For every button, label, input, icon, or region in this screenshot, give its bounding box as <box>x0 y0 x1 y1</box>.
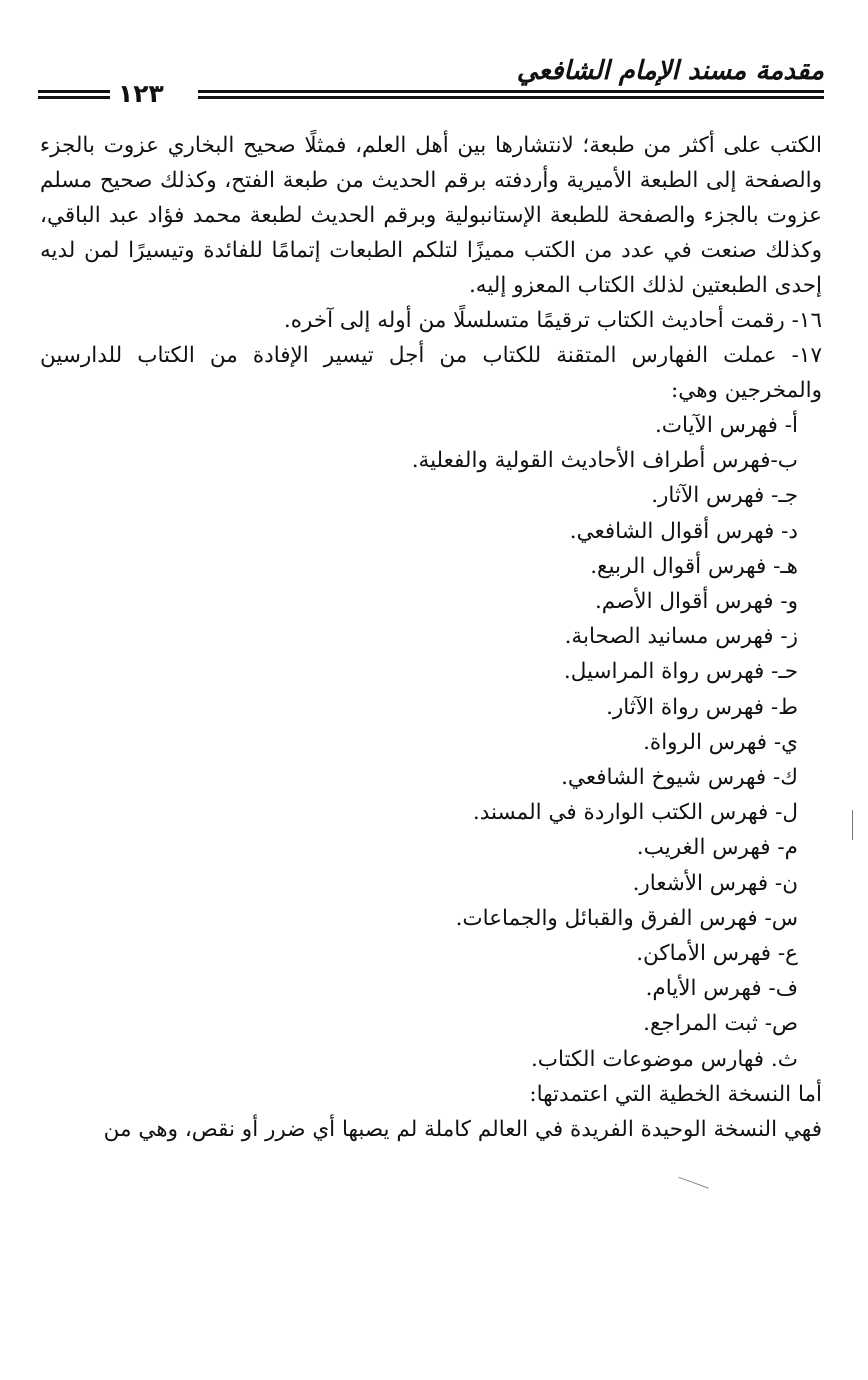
index-list-item: ل- فهرس الكتب الواردة في المسند. <box>472 800 798 826</box>
index-list-item: ف- فهرس الأيام. <box>645 976 798 1002</box>
index-list-item: ع- فهرس الأماكن. <box>636 941 798 967</box>
index-list-item: ث. فهارس موضوعات الكتاب. <box>530 1046 798 1072</box>
index-list-item: ز- فهرس مسانيد الصحابة. <box>564 624 798 650</box>
numbered-item-17: ١٧- عملت الفهارس المتقنة للكتاب من أجل تيسير الإفادة من الكتاب للدارسين والمخرجين وهي: <box>40 343 822 403</box>
manuscript-line: فهي النسخة الوحيدة الفريدة في العالم كاملة لم يصبها أي ضرر أو نقص، وهي من <box>103 1116 822 1142</box>
header-rule-left-top <box>38 90 110 93</box>
index-list-item: ب-فهرس أطراف الأحاديث القولية والفعلية. <box>411 448 798 474</box>
index-list-item: و- فهرس أقوال الأصم. <box>594 589 798 615</box>
scan-edge-mark <box>852 810 853 840</box>
index-list-item: ن- فهرس الأشعار. <box>632 870 798 896</box>
index-list-item: ص- ثبت المراجع. <box>643 1011 798 1037</box>
header-rule-left-bottom <box>38 96 110 99</box>
intro-paragraph: الكتب على أكثر من طبعة؛ لانتشارها بين أهل العلم، فمثلًا صحيح البخاري عزوت بالجزء والصفحة إلى الطبعة الأميرية وأردفته برقم الحديث من طبعة الفتح، وكذلك صحيح مسلم عزوت بالجزء والصفحة للطبعة الإستانبولية وبرقم الحديث لطبعة محمد فؤاد عبد الباقي، وكذلك صنعت في عدد من الكتب مميزًا لتلكم الطبعات إتمامًا للفائدة وتيسيرًا لمن لديه إحدى الطبعتين لذلك الكتاب المعزو إليه. <box>40 133 822 298</box>
index-list-item: ك- فهرس شيوخ الشافعي. <box>561 765 798 791</box>
scan-smudge-mark <box>675 1177 709 1198</box>
index-list-item: حـ- فهرس رواة المراسيل. <box>563 659 798 685</box>
numbered-item-16: ١٦- رقمت أحاديث الكتاب ترقيمًا متسلسلًا من أوله إلى آخره. <box>283 308 822 333</box>
header-rule-right-top <box>198 90 824 93</box>
index-list-item: ي- فهرس الرواة. <box>643 729 798 755</box>
index-list-item: جـ- فهرس الآثار. <box>651 483 798 509</box>
index-list-item: هـ- فهرس أقوال الربيع. <box>590 553 798 579</box>
page-body <box>40 128 822 1147</box>
index-list-item: م- فهرس الغريب. <box>636 835 798 861</box>
index-list-item: ط- فهرس رواة الآثار. <box>606 694 798 720</box>
indexes-list <box>40 408 822 1077</box>
running-header-title: مقدمة مسند الإمام الشافعي <box>516 56 824 86</box>
index-list-item: س- فهرس الفرق والقبائل والجماعات. <box>455 905 798 931</box>
page-number: ١٢٣ <box>118 79 164 108</box>
header-rule-right-bottom <box>198 96 824 99</box>
manuscript-heading: أما النسخة الخطية التي اعتمدتها: <box>529 1081 822 1107</box>
index-list-item: أ- فهرس الآيات. <box>654 413 798 438</box>
index-list-item: د- فهرس أقوال الشافعي. <box>569 518 798 544</box>
